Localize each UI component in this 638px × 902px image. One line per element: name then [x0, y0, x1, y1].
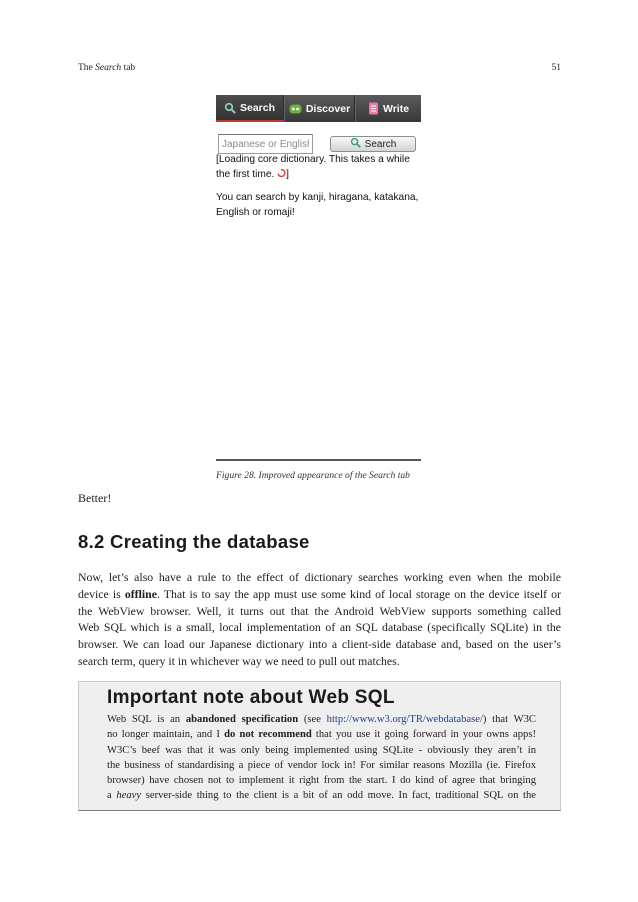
tab-search[interactable] — [216, 95, 284, 122]
status-line: [Loading core dictionary. This takes a while — [216, 154, 410, 165]
running-head — [78, 62, 135, 74]
text-run: (see — [298, 714, 327, 725]
discover-icon — [289, 103, 302, 115]
status-line — [216, 167, 421, 183]
text-run: a — [107, 790, 117, 802]
tab-discover[interactable] — [284, 95, 355, 122]
text-run: the WebView browser. Well, it turns out that the Android WebView supports something called — [78, 603, 561, 618]
note-line — [107, 773, 536, 788]
figure-caption: Figure 28. Improved appearance of the Search tab — [216, 470, 410, 481]
text-run: device is — [78, 586, 125, 601]
text-run: W3C’s beef was that it was only being implemented using SQLite - obviously they aren’t in — [107, 744, 536, 756]
text-run: browser. We can load our Japanese dictionary into a client-side database and, based on the user’s — [78, 637, 561, 652]
search-icon — [224, 102, 236, 114]
text-run: server-side thing to the client is a bit of an odd move. In fact, traditional SQL on the — [141, 790, 536, 802]
status-text: ] — [286, 169, 289, 180]
search-input[interactable] — [218, 134, 313, 154]
search-icon — [350, 137, 361, 151]
body-paragraph — [78, 569, 561, 670]
text-run: search term, query it in whichever way we need to pull out matches. — [78, 653, 400, 668]
text-run: . That is to say the app must use some kind of local storage on the device itself or — [156, 586, 561, 601]
running-head-prefix: The — [78, 63, 96, 73]
text-run: that you use it going forward in your owns apps! — [311, 729, 536, 741]
search-hint — [216, 190, 421, 220]
note-box — [78, 681, 561, 811]
note-body — [107, 712, 536, 804]
tab-write[interactable] — [355, 95, 421, 122]
emphasis-abandoned-specification: abandoned specification — [185, 714, 299, 725]
status-text: the first time. — [216, 169, 278, 180]
search-button[interactable] — [330, 136, 416, 152]
tab-bar — [216, 95, 421, 122]
hint-line: English or romaji! — [216, 207, 295, 218]
section-heading: 8.2 Creating the database — [78, 531, 310, 552]
text-run: Now, let’s also have a rule to the effect of dictionary searches working even when the mobile — [78, 570, 561, 584]
loading-status — [216, 152, 421, 183]
tab-write-label: Write — [382, 102, 410, 115]
note-line — [107, 727, 536, 742]
note-line — [107, 743, 536, 758]
figure-rule — [216, 459, 421, 461]
paragraph-line — [78, 603, 561, 620]
running-head-emphasis: Search — [95, 63, 122, 73]
loading-spinner-icon — [277, 168, 286, 183]
text-run: Web SQL which is a small, local implementation of an SQL database (specifically SQLite) in the — [78, 620, 561, 635]
hint-line: You can search by kanji, hiragana, katakana, — [216, 192, 419, 203]
text-run: browser) have chosen not to implement it right from the start. I do kind of agree that bringing — [107, 775, 536, 787]
text-run: the business of standardising a piece of vendor lock in! For similar reasons Mozilla (ie. Firefox — [107, 759, 536, 771]
paragraph-line — [78, 636, 561, 653]
tab-search-label: Search — [239, 101, 276, 114]
write-icon — [368, 102, 379, 115]
paragraph-line — [78, 619, 561, 636]
paragraph-line — [78, 653, 561, 670]
text-run: no longer maintain, and I — [107, 729, 225, 741]
text-run: ) that W3C — [482, 714, 536, 725]
note-line — [107, 788, 536, 803]
note-title: Important note about Web SQL — [107, 687, 395, 708]
tab-discover-label: Discover — [305, 102, 351, 115]
search-button-label: Search — [364, 138, 397, 150]
note-line — [107, 712, 536, 727]
emphasis-offline: offline — [124, 586, 157, 601]
body-text-better: Better! — [78, 491, 112, 505]
note-line — [107, 758, 536, 773]
emphasis-do-not-recommend: do not recommend — [224, 729, 312, 741]
text-run: Web SQL is an — [107, 714, 186, 725]
emphasis-heavy: heavy — [116, 790, 142, 802]
paragraph-line — [78, 586, 561, 603]
paragraph-line — [78, 569, 561, 586]
webdatabase-spec-link[interactable]: http://www.w3.org/TR/webdatabase/ — [326, 714, 483, 725]
page-number: 51 — [551, 63, 561, 73]
figure-app-screenshot — [216, 95, 421, 487]
running-head-suffix: tab — [121, 63, 136, 73]
